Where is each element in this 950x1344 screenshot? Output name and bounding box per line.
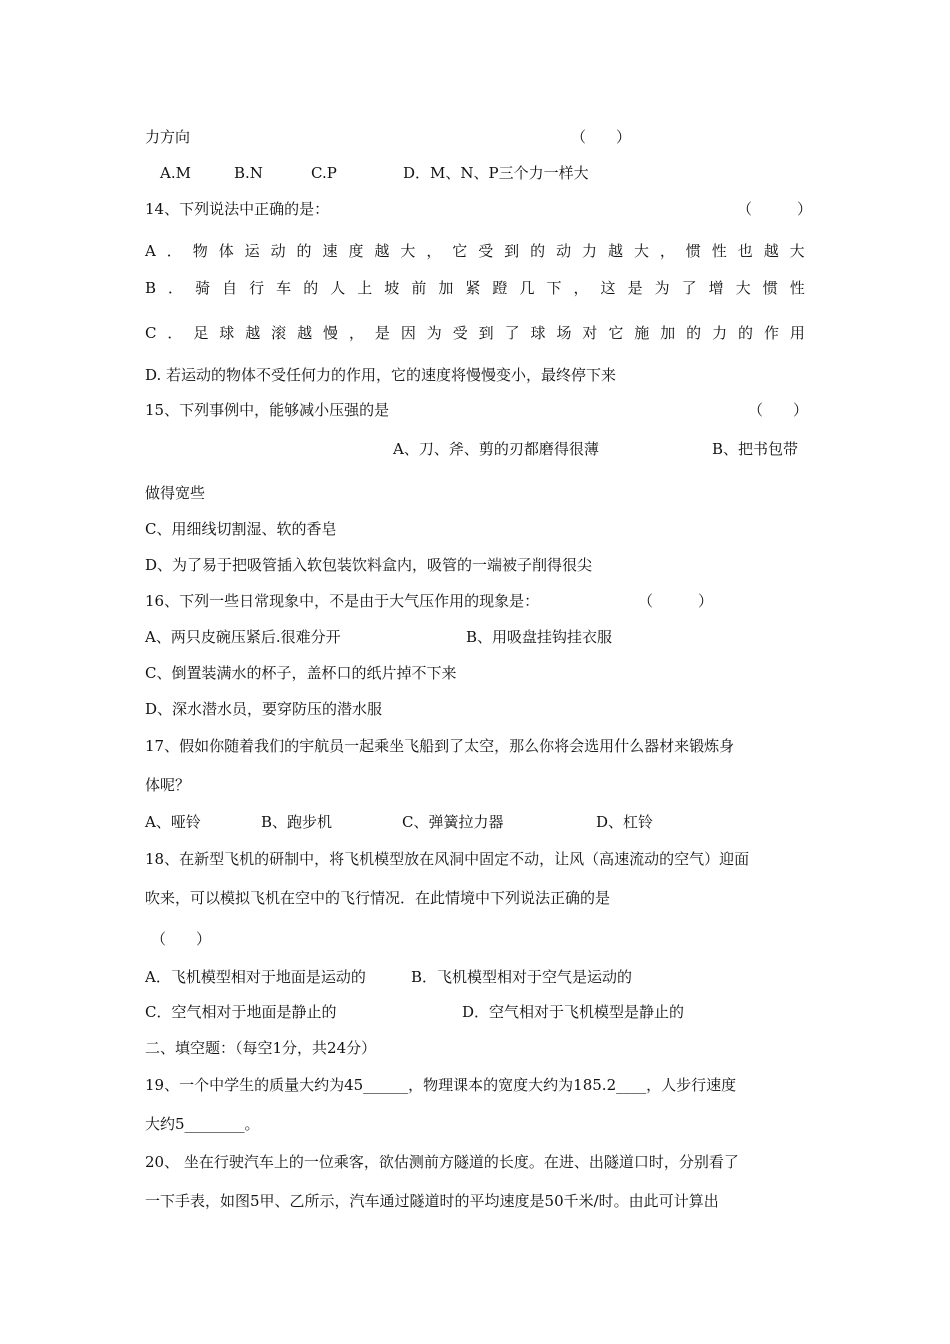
q18-option-d: D．空气相对于飞机模型是静止的 (462, 1003, 685, 1021)
q17-stem-line2: 体呢？ (145, 776, 191, 794)
q15-option-b-cont: 做得宽些 (145, 484, 206, 502)
q18-stem-line1: 18、在新型飞机的研制中，将飞机模型放在风洞中固定不动，让风（高速流动的空气）迎面 (145, 850, 750, 868)
q17-stem-line1: 17、假如你随着我们的宇航员一起乘坐飞船到了太空，那么你将会选用什么器材来锻炼身 (145, 737, 735, 755)
q16-option-b: B、用吸盘挂钩挂衣服 (466, 628, 613, 646)
q14-option-b: B ． 骑 自 行 车 的 人 上 坡 前 加 紧 蹬 几 下 ， 这 是 为 了 增 大 惯 性 (145, 279, 805, 297)
q17-option-c: C、弹簧拉力器 (402, 813, 504, 831)
q20-line1: 20、 坐在行驶汽车上的一位乘客，欲估测前方隧道的长度。在进、出隧道口时，分别看了 (145, 1153, 739, 1171)
q13-option-b: B.N (234, 164, 263, 182)
q16-option-d: D、深水潜水员，要穿防压的潜水服 (145, 700, 383, 718)
q18-answer-paren: （ ） (151, 930, 212, 948)
q17-option-b: B、跑步机 (261, 813, 333, 831)
q17-option-d: D、杠铃 (596, 813, 654, 831)
q18-option-c: C．空气相对于地面是静止的 (145, 1003, 337, 1021)
q15-answer-paren: （ ） (748, 401, 809, 419)
q15-option-c: C、用细线切割湿、软的香皂 (145, 520, 337, 538)
q13-option-d: D．M、N、P三个力一样大 (403, 164, 589, 182)
q16-stem: 16、下列一些日常现象中，不是由于大气压作用的现象是： (145, 592, 540, 610)
q14-option-c: C ． 足 球 越 滚 越 慢 ， 是 因 为 受 到 了 球 场 对 它 施 加 的 力 的 作 用 (145, 324, 805, 342)
q16-answer-paren: （ ） (638, 592, 714, 610)
q19-line1: 19、一个中学生的质量大约为45______，物理课本的宽度大约为185.2____，人步行速度 (145, 1076, 737, 1094)
q13-stem-tail: 力方向 (145, 128, 191, 146)
q15-option-d: D、为了易于把吸管插入软包装饮料盒内，吸管的一端被子削得很尖 (145, 556, 593, 574)
section-fill-in-title: 二、填空题：（每空1分，共24分） (145, 1039, 377, 1057)
q18-option-b: B．飞机模型相对于空气是运动的 (411, 968, 633, 986)
q14-option-a: A ． 物 体 运 动 的 速 度 越 大 ， 它 受 到 的 动 力 越 大 ， 惯 性 也 越 大 (145, 242, 805, 260)
q15-option-b: B、把书包带 (712, 440, 799, 458)
q14-option-d: D. 若运动的物体不受任何力的作用，它的速度将慢慢变小，最终停下来 (145, 366, 617, 384)
q16-option-c: C、倒置装满水的杯子，盖杯口的纸片掉不下来 (145, 664, 457, 682)
q15-stem: 15、下列事例中，能够减小压强的是 (145, 401, 390, 419)
q18-stem-line2: 吹来，可以模拟飞机在空中的飞行情况．在此情境中下列说法正确的是 (145, 889, 611, 907)
q18-option-a: A．飞机模型相对于地面是运动的 (145, 968, 366, 986)
q15-option-a: A、刀、斧、剪的刃都磨得很薄 (393, 440, 599, 458)
q13-option-c: C.P (311, 164, 337, 182)
q14-answer-paren: （ ） (737, 200, 813, 218)
q13-option-a: A.M (160, 164, 191, 182)
q13-answer-paren: （ ） (571, 128, 632, 146)
q16-option-a: A、两只皮碗压紧后.很难分开 (145, 628, 341, 646)
q20-line2: 一下手表，如图5甲、乙所示，汽车通过隧道时的平均速度是50千米/时。由此可计算出 (145, 1192, 719, 1210)
q19-line2: 大约5________。 (145, 1115, 260, 1133)
q14-stem: 14、下列说法中正确的是： (145, 200, 330, 218)
q17-option-a: A、哑铃 (145, 813, 201, 831)
